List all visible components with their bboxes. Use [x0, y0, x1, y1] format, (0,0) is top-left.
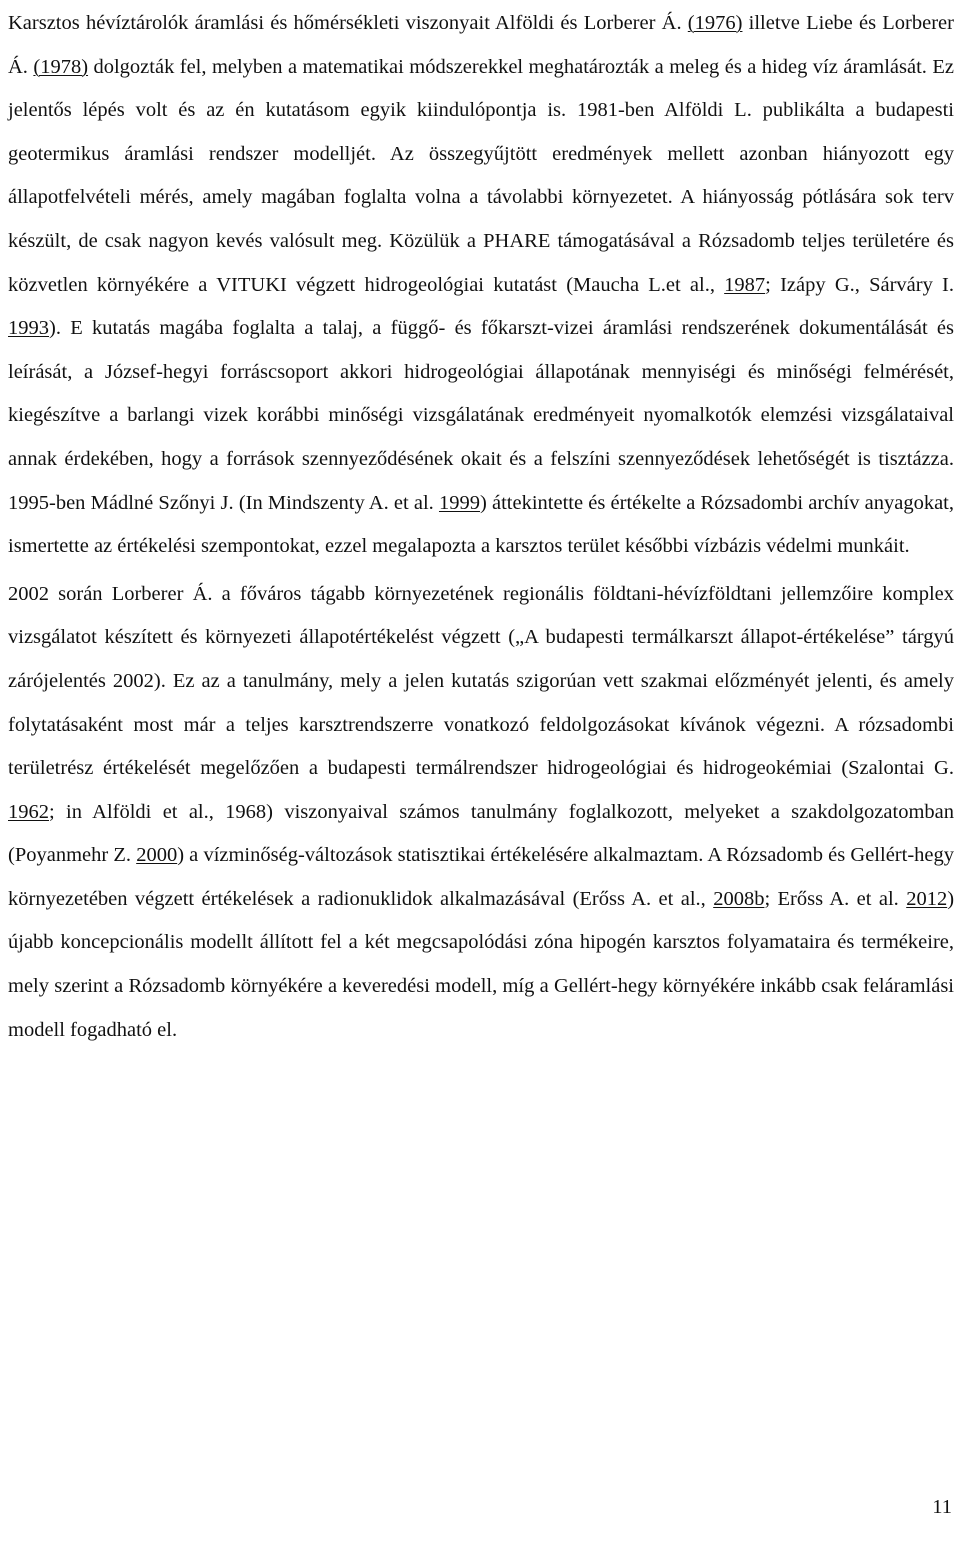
citation-year: 1999 [438, 491, 480, 514]
paragraph-text-run: ; Erőss A. et al. [764, 887, 907, 910]
paragraph-text-run: Karsztos hévíztárolók áramlási és hőmérsékleti viszonyait Alföldi és Lorberer Á. [8, 12, 688, 34]
paragraph-1 [8, 2, 954, 569]
citation-year: 1962 [8, 800, 49, 823]
citation-year: (1978) [33, 55, 89, 78]
paragraph-2 [8, 573, 954, 1053]
citation-year: 2008b [713, 887, 765, 910]
citation-year: 2000 [136, 844, 178, 867]
paragraph-text-run: ) áttekintette és értékelte a Rózsadombi archív anyagokat, ismertette az értékelési szempontokat, ezzel megalapozta a karsztos terület későbbi vízbázis védelmi munkáit. [8, 491, 954, 558]
paragraph-text-run: illetve Liebe és Lorberer Á. [8, 12, 954, 78]
citation-year: 1987 [724, 273, 766, 296]
paragraph-text-run: 2002 során Lorberer Á. a főváros tágabb környezetének regionális földtani-hévízföldtani jellemzőire komplex vizsgálatot készített és környezeti állapotértékelést végzett („A budapesti termálkarszt állapot-értékelése” tárgyú zárójelentés 2002). Ez az a tanulmány, mely a jelen kutatás szigorúan vett szakmai előzményét jelenti, és amely folytatásaként most már a teljes karsztrendszerre vonatkozó feldolgozásokat kívánok végezni. A rózsadombi területrész értékelését megelőzően a budapesti termálrendszer hidrogeológiai és hidrogeokémiai (Szalontai G. [8, 582, 954, 780]
paragraph-text-run: ) újabb koncepcionális modellt állított fel a két megcsapolódási zóna hipogén karsztos folyamataira és termékeire, mely szerint a Rózsadomb környékére a keveredési modell, míg a Gellért-hegy környékére inkább csak feláramlási modell fogadható el. [8, 887, 955, 1041]
paragraph-text-run: ; Izápy G., Sárváry I. [765, 273, 954, 296]
paragraph-text-run: dolgozták fel, melyben a matematikai módszerekkel meghatározták a meleg és a hideg víz áramlását. Ez jelentős lépés volt és az én kutatásom egyik kiindulópontja is. 1981-ben Alföldi L. publikálta a budapesti geotermikus áramlási rendszer modelljét. Az összegyűjtött eredmények mellett azonban hiányozott egy állapotfelvételi mérés, amely magában foglalta volna a távolabbi környezetet. A hiányosság pótlására sok terv készült, de csak nagyon kevés valósult meg. Közülük a PHARE támogatásával a Rózsadomb teljes területére és közvetlen környékére a VITUKI végzett hidrogeológiai kutatást (Maucha L.et al., [8, 55, 954, 296]
citation-year: 2012 [906, 887, 948, 910]
citation-year: (1976) [687, 12, 743, 34]
page-body [8, 2, 954, 1052]
page-number: 11 [932, 1496, 952, 1518]
citation-year: 1993 [8, 317, 49, 340]
paragraph-text-run: ; in Alföldi et al., 1968) viszonyaival számos tanulmány foglalkozott, melyeket a szakdolgozatomban (Poyanmehr Z. [8, 800, 954, 867]
paragraph-text-run: ) a vízminőség-változások statisztikai értékelésére alkalmaztam. A Rózsadomb és Gellért-hegy környezetében végzett értékelések a radionuklidok alkalmazásával (Erőss A. et al., [8, 844, 954, 910]
paragraph-text-run: ). E kutatás magába foglalta a talaj, a függő- és főkarszt-vizei áramlási rendszerének dokumentálását és leírását, a József-hegyi forráscsoport akkori hidrogeológiai állapotának mennyiségi és minőségi felmérését, kiegészítve a barlangi vizek korábbi minőségi vizsgálatának eredményeit nyomalkotók elemzési vizsgálataival annak érdekében, hogy a források szennyeződésének okait és a felszíni szennyeződések lehetőségét is tisztázza. 1995-ben Mádlné Szőnyi J. (In Mindszenty A. et al. [8, 317, 954, 514]
